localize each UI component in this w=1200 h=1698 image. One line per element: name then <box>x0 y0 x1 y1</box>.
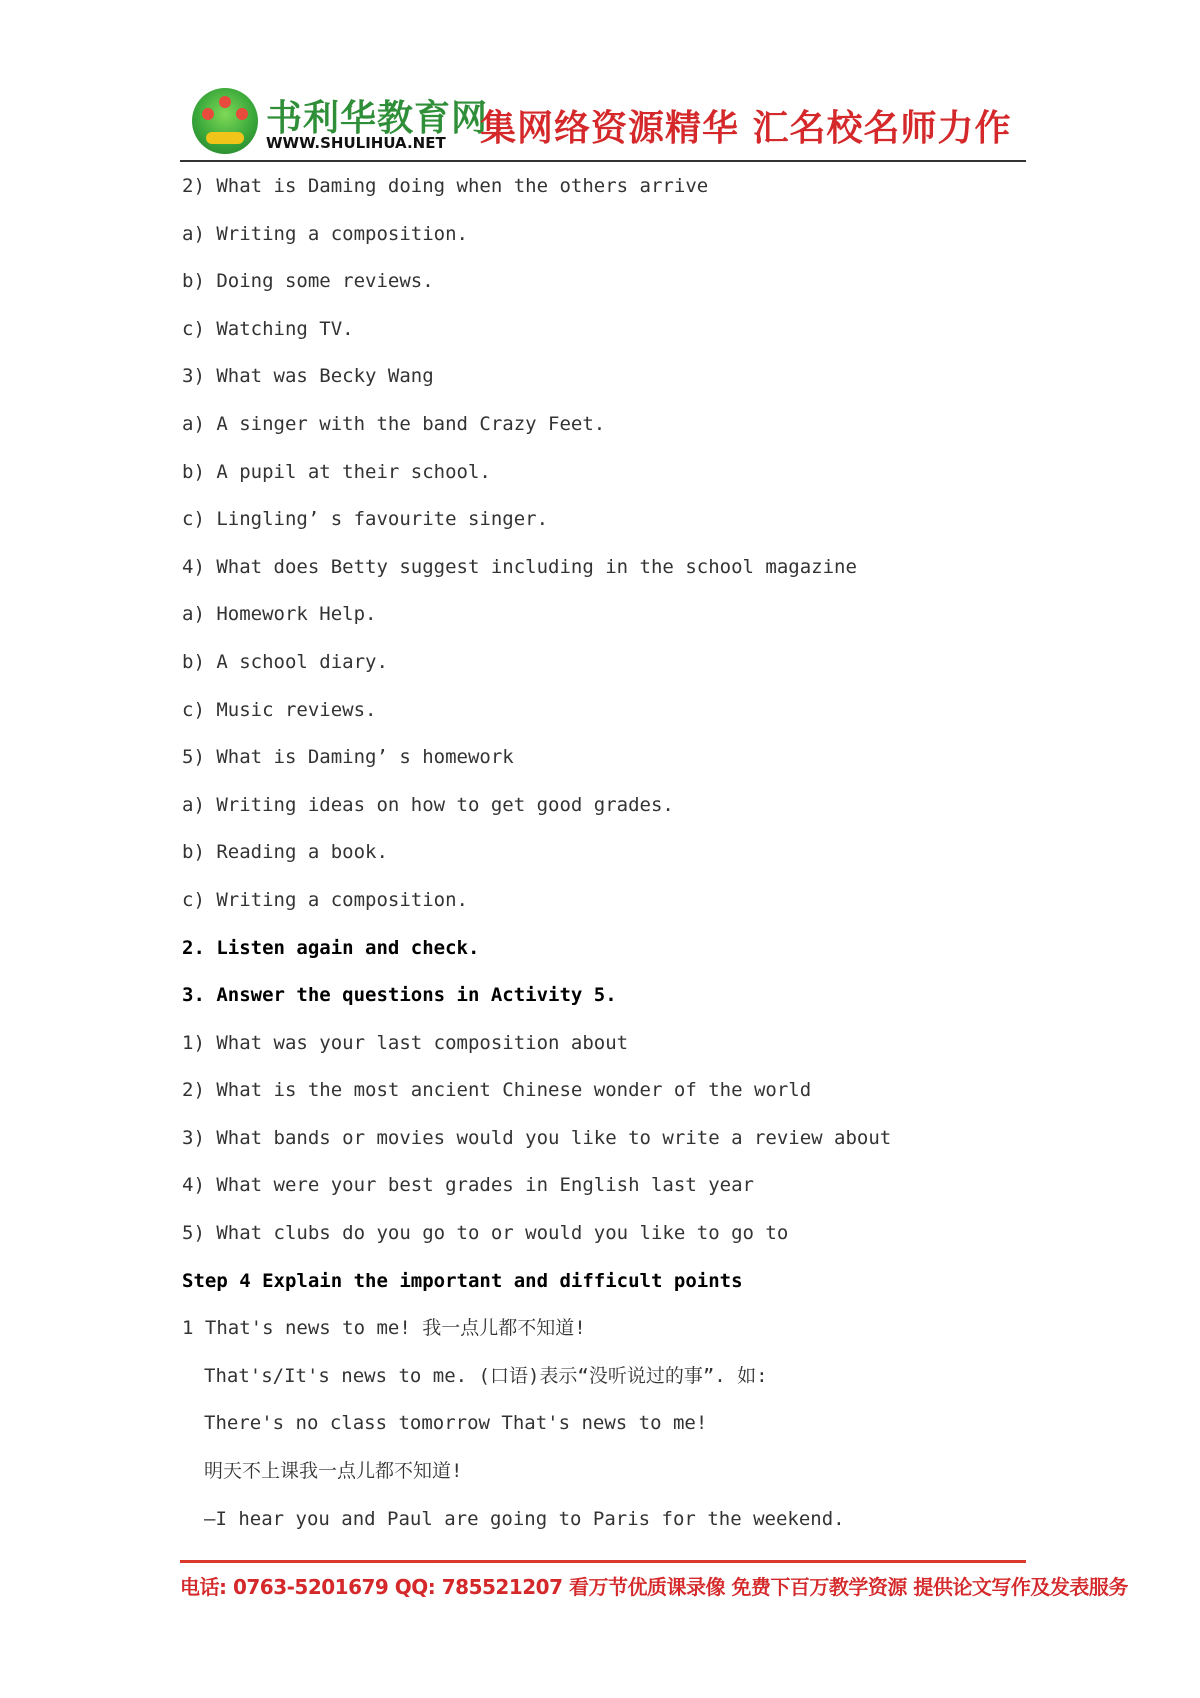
example-sentence: There's no class tomorrow That's news to me! <box>204 1412 708 1435</box>
example-translation: 明天不上课我一点儿都不知道! <box>204 1460 463 1483</box>
footer-contact: 电话: 0763-5201679 QQ: 785521207 看万节优质课录像 免费下百万教学资源 提供论文写作及发表服务 <box>180 1575 1128 1599</box>
answer-question-2: 2) What is the most ancient Chinese wonder of the world <box>182 1079 812 1102</box>
question-3: 3) What was Becky Wang <box>182 365 434 388</box>
option-c: c) Writing a composition. <box>182 888 468 911</box>
brand-name: 书利华教育网 <box>266 98 489 139</box>
logo-icon <box>192 88 258 154</box>
answer-question-4: 4) What were your best grades in English last year <box>182 1174 754 1197</box>
option-a: a) Writing a composition. <box>182 222 468 245</box>
option-a: a) Homework Help. <box>182 603 377 626</box>
page-footer <box>180 1560 1128 1600</box>
point-1: 1 That's news to me! 我一点儿都不知道! <box>182 1317 586 1340</box>
option-a: a) Writing ideas on how to get good grades. <box>182 793 674 816</box>
header-slogan: 集网络资源精华 汇名校名师力作 <box>480 108 1012 149</box>
answer-question-1: 1) What was your last composition about <box>182 1031 629 1054</box>
option-c: c) Music reviews. <box>182 698 377 721</box>
dialogue-line: —I hear you and Paul are going to Paris for the weekend. <box>204 1507 845 1530</box>
option-c: c) Watching TV. <box>182 317 354 340</box>
brand-url: WWW.SHULIHUA.NET <box>266 134 446 152</box>
footer-divider <box>180 1560 1026 1563</box>
option-b: b) A pupil at their school. <box>182 460 491 483</box>
answer-question-3: 3) What bands or movies would you like to write a review about <box>182 1126 892 1149</box>
page-header <box>180 88 1026 162</box>
option-b: b) Reading a book. <box>182 841 388 864</box>
question-4: 4) What does Betty suggest including in the school magazine <box>182 555 857 578</box>
option-a: a) A singer with the band Crazy Feet. <box>182 412 606 435</box>
document-body <box>182 168 1042 1548</box>
option-b: b) Doing some reviews. <box>182 270 434 293</box>
option-c: c) Lingling’ s favourite singer. <box>182 508 549 531</box>
step-4-heading: Step 4 Explain the important and difficult points <box>182 1269 743 1292</box>
question-5: 5) What is Daming’ s homework <box>182 746 514 769</box>
activity-heading-3: 3. Answer the questions in Activity 5. <box>182 984 617 1007</box>
option-b: b) A school diary. <box>182 650 388 673</box>
point-explanation: That's/It's news to me. (口语)表示“没听说过的事”. 如: <box>204 1364 768 1387</box>
question-2: 2) What is Daming doing when the others arrive <box>182 175 709 197</box>
activity-heading-2: 2. Listen again and check. <box>182 936 480 959</box>
answer-question-5: 5) What clubs do you go to or would you like to go to <box>182 1222 789 1245</box>
